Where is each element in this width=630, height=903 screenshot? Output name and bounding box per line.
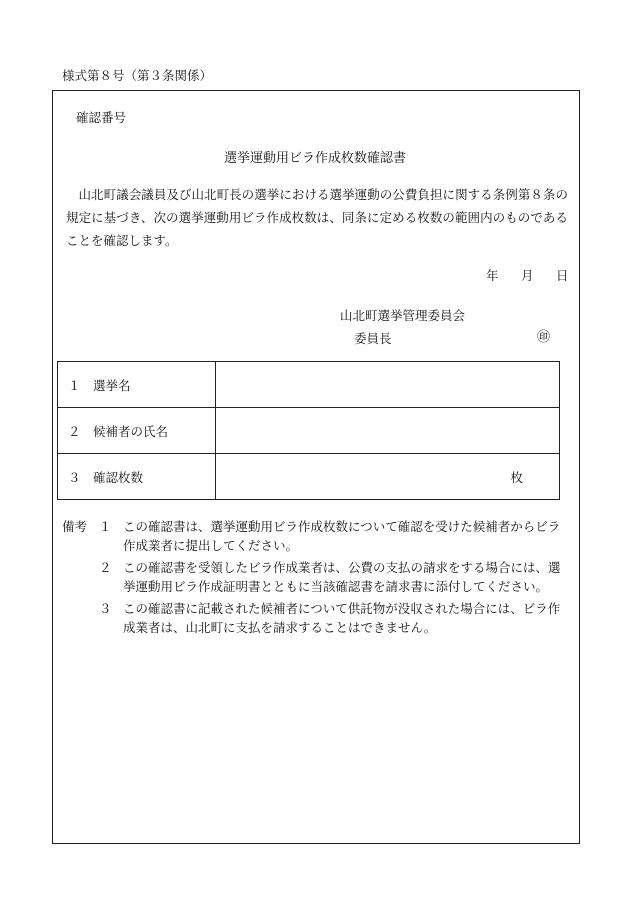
table-row-label: ３ 確認枚数 [58,454,216,500]
table-row-label: ２ 候補者の氏名 [58,408,216,454]
table-row [58,454,560,500]
chairperson-label: 委員長 [354,331,392,346]
table-row [58,362,560,408]
date-day-label: 日 [556,268,569,283]
table-row-value[interactable] [216,362,560,408]
note-text: この確認書は、選挙運動用ビラ作成枚数について確認を受けた候補者からビラ作成業者に提出してください。 [123,519,561,553]
note-number: １ [99,519,112,534]
note-item [99,517,570,555]
table-row-value[interactable] [216,408,560,454]
note-number: ２ [99,560,112,575]
document-title: 選挙運動用ビラ作成枚数確認書 [223,151,406,166]
table-row-label: １ 選挙名 [58,362,216,408]
table-row [58,408,560,454]
seal-mark: ㊞ [537,330,551,345]
date-month-label: 月 [521,268,534,283]
date-year-label: 年 [486,268,499,283]
confirmation-number-label: 確認番号 [76,110,127,125]
info-table [57,361,560,500]
body-text: 山北町議会議員及び山北町長の選挙における選挙運動の公費負担に関する条例第８条の規定に基づき、次の選挙運動用ビラ作成枚数は、同条に定める枚数の範囲内のものであることを確認します。 [66,187,568,248]
committee-name: 山北町選挙管理委員会 [340,308,466,323]
table-row-value[interactable]: 枚 [216,454,560,500]
note-number: ３ [99,601,112,616]
note-item [99,558,570,596]
notes-label: 備考 [62,519,88,534]
form-number: 様式第８号（第３条関係） [62,68,213,83]
note-text: この確認書に記載された候補者について供託物が没収された場合には、ビラ作成業者は、山北町に支払を請求することはできません。 [123,601,561,635]
note-item [99,599,570,637]
note-text: この確認書を受領したビラ作成業者は、公費の支払の請求をする場合には、選挙運動用ビラ作成証明書とともに当該確認書を請求書に添付してください。 [123,560,561,594]
